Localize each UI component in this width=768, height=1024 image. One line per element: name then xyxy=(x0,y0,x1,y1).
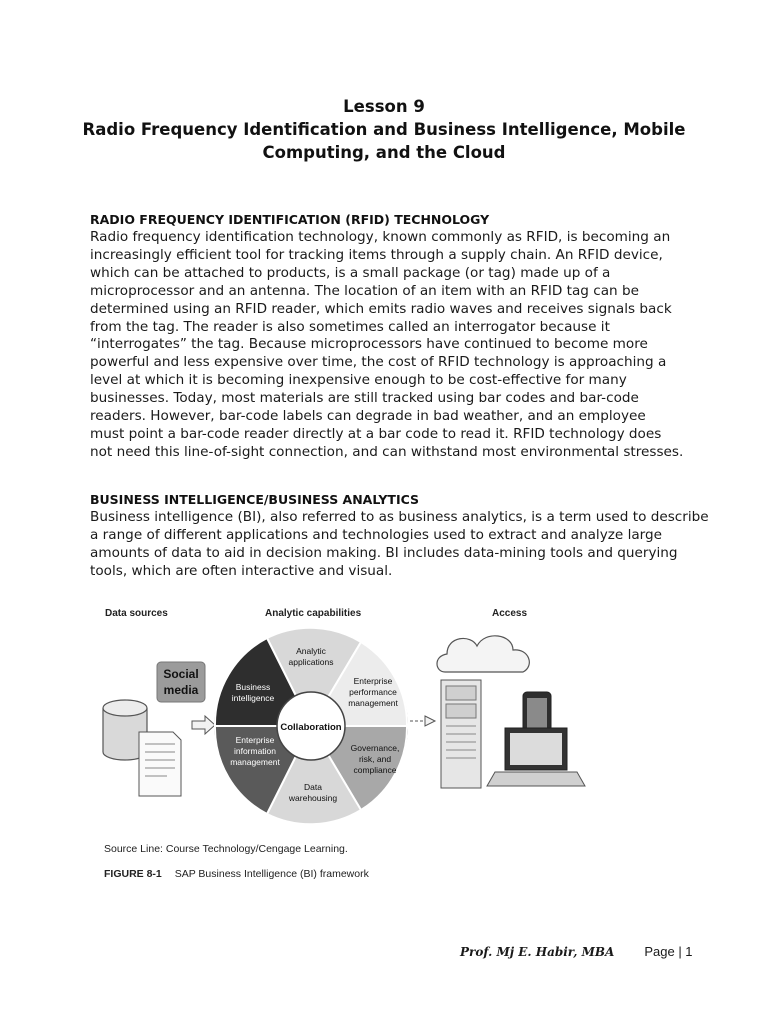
paragraph-line: not need this line-of-sight connection, and can withstand most environmental stresses. xyxy=(90,443,684,460)
seg-label: compliance xyxy=(353,765,397,775)
seg-label: information xyxy=(233,746,277,756)
seg-label: intelligence xyxy=(231,693,275,703)
social-media-box xyxy=(157,662,205,702)
figure-source-line: Source Line: Course Technology/Cengage Learning. xyxy=(104,843,348,855)
seg-label: management xyxy=(230,757,280,767)
center-label: Collaboration xyxy=(280,722,342,733)
paragraph-line: readers. However, bar-code labels can degrade in bad weather, and an employee xyxy=(90,408,646,425)
rfid-paragraph xyxy=(90,229,690,462)
paragraph-line: must point a bar-code reader directly at a bar code to read it. RFID technology does xyxy=(90,425,662,442)
paragraph-line: microprocessor and an antenna. The location of an item with an RFID tag can be xyxy=(90,282,639,299)
paragraph-line: Business intelligence (BI), also referred to as business analytics, is a term used to describe xyxy=(90,509,709,525)
page-title-line-2: Computing, and the Cloud xyxy=(262,143,506,162)
social-media-label-2: media xyxy=(163,683,199,697)
paragraph-line: powerful and less expensive over time, the cost of RFID technology is approaching a xyxy=(90,354,667,371)
page-number: Page | 1 xyxy=(644,944,693,959)
figure-number: FIGURE 8-1 xyxy=(104,868,162,880)
capability-wheel xyxy=(214,628,408,824)
seg-label: performance xyxy=(349,687,397,697)
seg-label: management xyxy=(348,698,398,708)
col-data-sources-label: Data sources xyxy=(105,608,168,619)
rfid-heading: RADIO FREQUENCY IDENTIFICATION (RFID) TECHNOLOGY xyxy=(90,212,490,227)
seg-label: Governance, xyxy=(350,743,400,753)
arrow-icon xyxy=(192,716,215,734)
paragraph-line: which can be attached to products, is a small package (or tag) made up of a xyxy=(90,264,611,281)
server-icon xyxy=(441,680,481,788)
page-title-block xyxy=(60,95,708,164)
seg-label: Enterprise xyxy=(235,735,275,745)
cloud-icon xyxy=(437,636,529,672)
col-access-label: Access xyxy=(492,608,528,619)
bi-heading: BUSINESS INTELLIGENCE/BUSINESS ANALYTICS xyxy=(90,492,420,507)
col-analytic-label: Analytic capabilities xyxy=(265,608,362,619)
seg-label: Data xyxy=(304,782,322,792)
seg-label: risk, and xyxy=(358,754,392,764)
paragraph-line: tools, which are often interactive and visual. xyxy=(90,562,393,579)
author-signature: Prof. Mj E. Habir, MBA xyxy=(460,945,615,959)
seg-label: Business xyxy=(235,682,271,692)
paragraph-line: determined using an RFID reader, which emits radio waves and receives signals back xyxy=(90,300,672,317)
figure-caption xyxy=(104,868,369,880)
page-footer xyxy=(460,944,700,959)
arrow-icon xyxy=(425,716,435,726)
paragraph-line: level at which it is becoming inexpensive enough to be cost-effective for many xyxy=(90,372,627,389)
figure-caption-text: SAP Business Intelligence (BI) framework xyxy=(174,868,369,880)
bi-framework-figure xyxy=(95,600,685,850)
seg-label: warehousing xyxy=(288,793,338,803)
bi-section xyxy=(90,491,709,581)
bi-paragraph xyxy=(90,509,709,581)
social-media-label-1: Social xyxy=(163,667,199,681)
seg-label: Analytic xyxy=(296,646,326,656)
laptop-icon xyxy=(487,728,585,786)
rfid-section xyxy=(90,211,690,462)
paragraph-line: from the tag. The reader is also sometimes called an interrogator because it xyxy=(90,318,610,335)
paragraph-line: Radio frequency identification technology, known commonly as RFID, is becoming an xyxy=(90,229,671,245)
page-title-line-1: Radio Frequency Identification and Business Intelligence, Mobile xyxy=(82,120,686,139)
paragraph-line: “interrogates” the tag. Because microprocessors have continued to become more xyxy=(90,336,648,353)
paragraph-line: a range of different applications and technologies used to extract and analyze large xyxy=(90,526,663,543)
paragraph-line: increasingly efficient tool for tracking items through a supply chain. An RFID device, xyxy=(90,246,663,263)
paragraph-line: businesses. Today, most materials are still tracked using bar codes and bar-code xyxy=(90,390,639,407)
document-icon xyxy=(139,732,181,796)
seg-label: Enterprise xyxy=(353,676,393,686)
paragraph-line: amounts of data to aid in decision making. BI includes data-mining tools and querying xyxy=(90,544,678,561)
lesson-number: Lesson 9 xyxy=(343,97,425,116)
seg-label: applications xyxy=(288,657,334,667)
